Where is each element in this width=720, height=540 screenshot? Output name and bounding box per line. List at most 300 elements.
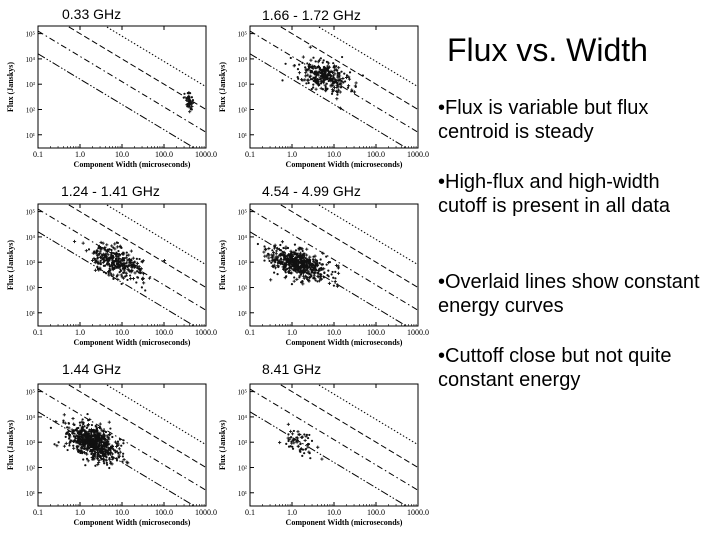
data-point [288, 445, 290, 447]
energy-line [38, 186, 206, 287]
data-point [77, 435, 79, 437]
data-point [362, 74, 364, 76]
data-point [307, 437, 309, 439]
data-point [96, 249, 98, 251]
y-tick-label: 10⁴ [237, 55, 247, 64]
data-point [86, 413, 88, 415]
data-point [66, 449, 68, 451]
data-point [76, 446, 78, 448]
data-point [285, 269, 287, 271]
data-point [91, 450, 93, 452]
energy-line [38, 164, 206, 265]
data-point [335, 264, 338, 267]
data-point [122, 439, 124, 441]
data-point [110, 254, 112, 256]
data-point [293, 276, 295, 278]
data-point [103, 258, 105, 260]
data-point [91, 424, 93, 426]
data-point [79, 424, 81, 426]
data-point [116, 252, 118, 254]
data-point [326, 83, 328, 85]
x-tick-label: 1.0 [287, 328, 297, 337]
x-tick-label: 10.0 [115, 328, 129, 337]
energy-line [250, 366, 418, 467]
data-point [90, 453, 92, 455]
data-point [326, 88, 328, 90]
data-point [81, 428, 83, 430]
data-point [118, 447, 121, 450]
data-point [76, 429, 78, 431]
data-point [129, 274, 131, 276]
data-point [81, 452, 83, 454]
data-point [267, 256, 270, 259]
data-point [116, 241, 118, 243]
data-point [85, 249, 88, 252]
x-tick-label: 10.0 [115, 150, 129, 159]
data-point [112, 255, 114, 257]
data-point [94, 465, 96, 467]
data-point [300, 281, 302, 283]
x-tick-label: 10.0 [115, 508, 129, 517]
data-point [271, 249, 273, 251]
data-point [316, 280, 318, 282]
data-point [101, 253, 103, 255]
data-point [71, 417, 74, 420]
data-point [82, 458, 84, 460]
data-point [192, 99, 194, 101]
x-tick-label: 1000.0 [195, 328, 217, 337]
data-point [65, 442, 68, 445]
data-point [102, 458, 104, 460]
data-point [119, 254, 121, 256]
data-point [289, 430, 292, 433]
data-points [183, 91, 195, 113]
data-point [284, 266, 286, 268]
data-point [115, 259, 117, 261]
data-point [308, 256, 311, 259]
data-point [96, 433, 98, 435]
x-tick-label: 100.0 [367, 508, 385, 517]
data-point [312, 84, 314, 86]
y-tick-label: 10⁴ [25, 55, 35, 64]
data-point [183, 96, 185, 98]
data-point [190, 108, 192, 110]
data-point [94, 447, 96, 449]
data-point [291, 283, 293, 285]
y-tick-label: 10¹ [237, 309, 247, 318]
energy-line [250, 389, 418, 490]
data-point [104, 438, 106, 440]
data-point [327, 67, 329, 69]
x-tick-label: 10.0 [327, 150, 341, 159]
x-axis-label: Component Width (microseconds) [73, 518, 191, 527]
data-point [306, 276, 308, 278]
energy-line [38, 366, 206, 467]
data-point [332, 62, 334, 64]
data-point [99, 422, 102, 425]
energy-line [38, 54, 206, 155]
scatter-plot-0 [0, 22, 217, 170]
data-point [119, 271, 121, 273]
data-points [281, 46, 364, 110]
data-point [302, 270, 304, 272]
data-point [130, 249, 133, 252]
data-point [320, 457, 323, 460]
data-point [302, 250, 304, 252]
data-point [296, 430, 299, 433]
data-point [316, 446, 319, 449]
data-point [87, 419, 89, 421]
data-point [355, 81, 358, 84]
data-point [116, 459, 118, 461]
data-point [310, 264, 312, 266]
data-point [308, 262, 310, 264]
data-point [84, 464, 86, 466]
data-point [308, 82, 310, 84]
data-point [99, 448, 101, 450]
data-point [302, 55, 305, 58]
data-point [123, 264, 125, 266]
x-tick-label: 1.0 [75, 150, 85, 159]
data-points [278, 423, 323, 461]
data-point [72, 447, 75, 450]
data-point [117, 250, 119, 252]
data-point [93, 250, 95, 252]
data-point [326, 61, 328, 63]
data-point [282, 261, 284, 263]
data-point [89, 435, 91, 437]
data-point [334, 277, 336, 279]
energy-line [250, 412, 418, 513]
data-point [319, 68, 321, 70]
data-point [281, 240, 284, 243]
data-point [137, 277, 139, 279]
data-point [110, 249, 112, 251]
data-point [306, 260, 308, 262]
data-point [309, 59, 312, 62]
data-point [283, 262, 285, 264]
data-point [106, 462, 108, 464]
data-point [304, 66, 306, 68]
data-point [349, 71, 351, 73]
data-point [334, 271, 336, 273]
data-point [314, 73, 316, 75]
data-point [273, 272, 275, 274]
data-point [311, 440, 313, 442]
y-tick-label: 10⁴ [237, 413, 247, 422]
x-tick-label: 100.0 [367, 328, 385, 337]
data-point [291, 261, 293, 263]
data-point [105, 243, 108, 246]
data-point [58, 441, 60, 443]
plot-frame [250, 26, 418, 148]
plot-frame [250, 384, 418, 506]
data-point [94, 269, 97, 272]
data-point [116, 275, 118, 277]
data-point [183, 93, 185, 95]
data-point [303, 452, 305, 454]
data-point [333, 66, 335, 68]
data-point [355, 86, 357, 88]
data-point [309, 260, 311, 262]
data-point [91, 441, 93, 443]
y-tick-label: 10² [25, 284, 35, 293]
data-point [53, 443, 55, 445]
data-point [71, 440, 73, 442]
data-point [345, 76, 348, 79]
data-point [296, 253, 298, 255]
data-points [50, 413, 130, 469]
data-point [122, 266, 124, 268]
energy-line [250, 164, 418, 265]
data-point [91, 439, 93, 441]
data-point [331, 273, 333, 275]
data-point [109, 258, 111, 260]
data-point [268, 260, 270, 262]
data-point [298, 63, 300, 65]
y-tick-label: 10² [237, 106, 247, 115]
data-point [314, 88, 317, 91]
y-tick-label: 10³ [237, 439, 247, 448]
energy-line [250, 8, 418, 109]
data-point [294, 244, 296, 246]
data-point [312, 268, 314, 270]
data-points [73, 240, 166, 292]
data-point [108, 467, 110, 469]
data-point [132, 277, 135, 280]
data-point [288, 272, 290, 274]
data-point [95, 437, 97, 439]
data-point [116, 457, 118, 459]
data-point [93, 435, 95, 437]
panel-label-2: 1.24 - 1.41 GHz [61, 183, 160, 199]
data-point [296, 260, 298, 262]
data-point [111, 262, 113, 264]
data-point [121, 460, 123, 462]
data-point [279, 244, 281, 246]
bullet-item: •Flux is variable but flux centroid is steady [438, 97, 649, 143]
scatter-plot-5 [212, 380, 429, 528]
x-axis-label: Component Width (microseconds) [285, 518, 403, 527]
x-tick-label: 0.1 [245, 328, 255, 337]
y-tick-label: 10¹ [25, 489, 35, 498]
data-point [341, 77, 344, 80]
data-point [303, 253, 305, 255]
data-point [276, 273, 278, 275]
data-point [302, 268, 304, 270]
data-point [314, 77, 316, 79]
data-point [334, 280, 337, 283]
data-point [296, 269, 298, 271]
scatter-plot-3 [212, 200, 429, 348]
panel-label-1: 1.66 - 1.72 GHz [262, 7, 361, 23]
x-tick-label: 1000.0 [195, 508, 217, 517]
data-point [187, 97, 189, 99]
panel-label-3: 4.54 - 4.99 GHz [262, 183, 361, 199]
data-point [133, 271, 136, 274]
data-point [188, 110, 191, 113]
y-tick-label: 10⁵ [25, 30, 35, 39]
x-axis-label: Component Width (microseconds) [73, 160, 191, 169]
y-tick-label: 10⁴ [25, 413, 35, 422]
data-point [108, 421, 111, 424]
x-tick-label: 1000.0 [407, 328, 429, 337]
x-tick-label: 1000.0 [195, 150, 217, 159]
data-point [333, 285, 335, 287]
data-point [101, 438, 103, 440]
x-tick-label: 0.1 [245, 150, 255, 159]
y-tick-label: 10² [25, 106, 35, 115]
x-tick-label: 0.1 [33, 508, 43, 517]
data-point [108, 263, 110, 265]
data-point [331, 271, 333, 273]
y-axis-label: Flux (Janskys) [218, 419, 227, 471]
data-point [187, 92, 189, 94]
data-point [299, 271, 301, 273]
x-axis-label: Component Width (microseconds) [285, 160, 403, 169]
data-point [62, 419, 64, 421]
data-point [106, 464, 108, 466]
data-point [291, 432, 294, 435]
bullet-item: •Overlaid lines show constant energy curves [438, 271, 700, 317]
data-point [290, 57, 292, 59]
data-point [263, 245, 265, 247]
energy-line [38, 31, 206, 132]
data-point [269, 278, 272, 281]
energy-line [38, 8, 206, 109]
data-point [295, 249, 297, 251]
x-tick-label: 1.0 [287, 150, 297, 159]
data-point [309, 273, 311, 275]
data-point [339, 90, 342, 93]
data-point [302, 449, 304, 451]
data-point [329, 261, 331, 263]
data-point [82, 242, 85, 245]
data-point [118, 264, 120, 266]
data-point [299, 443, 301, 445]
slide-title: Flux vs. Width [447, 32, 648, 68]
data-point [327, 269, 329, 271]
data-point [285, 262, 287, 264]
data-point [289, 436, 292, 439]
data-point [309, 46, 312, 49]
data-point [126, 279, 128, 281]
y-tick-label: 10⁵ [237, 388, 247, 397]
data-point [113, 267, 115, 269]
panel-label-4: 1.44 GHz [62, 361, 122, 377]
data-point [285, 443, 287, 445]
data-point [132, 263, 134, 265]
data-point [332, 277, 334, 279]
scatter-plot-1 [212, 22, 429, 170]
data-point [290, 263, 292, 265]
data-point [88, 248, 90, 250]
data-point [100, 260, 102, 262]
data-point [323, 276, 325, 278]
data-point [285, 264, 287, 266]
data-point [121, 283, 123, 285]
data-point [91, 458, 93, 460]
data-point [307, 266, 309, 268]
data-point [330, 71, 332, 73]
data-point [274, 261, 276, 263]
data-point [117, 261, 119, 263]
data-points [257, 240, 340, 288]
data-point [104, 254, 106, 256]
y-tick-label: 10¹ [237, 489, 247, 498]
data-point [301, 455, 303, 457]
x-tick-label: 100.0 [367, 150, 385, 159]
data-point [77, 432, 79, 434]
data-point [323, 272, 325, 274]
data-point [344, 80, 346, 82]
data-point [305, 82, 307, 84]
data-point [326, 264, 328, 266]
data-point [116, 278, 119, 281]
data-point [96, 266, 98, 268]
data-point [108, 457, 110, 459]
data-point [305, 248, 308, 251]
x-tick-label: 10.0 [327, 328, 341, 337]
data-point [98, 433, 100, 435]
energy-lines [38, 0, 206, 155]
data-point [88, 447, 90, 449]
data-point [116, 245, 119, 248]
data-point [99, 427, 101, 429]
data-point [191, 96, 193, 98]
data-point [313, 65, 315, 67]
data-point [122, 272, 124, 274]
data-point [292, 448, 294, 450]
data-point [140, 272, 142, 274]
y-tick-label: 10³ [237, 259, 247, 268]
data-point [79, 452, 81, 454]
y-axis-label: Flux (Janskys) [218, 61, 227, 113]
data-point [293, 280, 296, 283]
data-point [82, 418, 84, 420]
data-point [328, 275, 330, 277]
data-point [55, 444, 58, 447]
data-point [257, 243, 259, 245]
data-point [337, 66, 340, 69]
data-point [298, 71, 301, 74]
data-point [297, 68, 299, 70]
data-point [338, 80, 340, 82]
data-point [337, 272, 340, 275]
data-point [328, 282, 331, 285]
data-point [103, 448, 105, 450]
data-point [122, 453, 124, 455]
y-tick-label: 10² [25, 464, 35, 473]
y-tick-label: 10⁵ [25, 388, 35, 397]
data-point [97, 268, 99, 270]
data-point [309, 452, 311, 454]
data-point [300, 267, 302, 269]
data-point [122, 455, 124, 457]
scatter-plot-4 [0, 380, 217, 528]
data-point [109, 449, 111, 451]
data-point [320, 57, 322, 59]
data-point [284, 63, 286, 65]
y-tick-label: 10⁴ [237, 233, 247, 242]
panel-label-5: 8.41 GHz [262, 361, 322, 377]
data-point [287, 440, 289, 442]
data-point [111, 436, 113, 438]
data-point [142, 272, 145, 275]
x-tick-label: 1000.0 [407, 150, 429, 159]
data-point [303, 433, 305, 435]
y-axis-label: Flux (Janskys) [218, 239, 227, 291]
